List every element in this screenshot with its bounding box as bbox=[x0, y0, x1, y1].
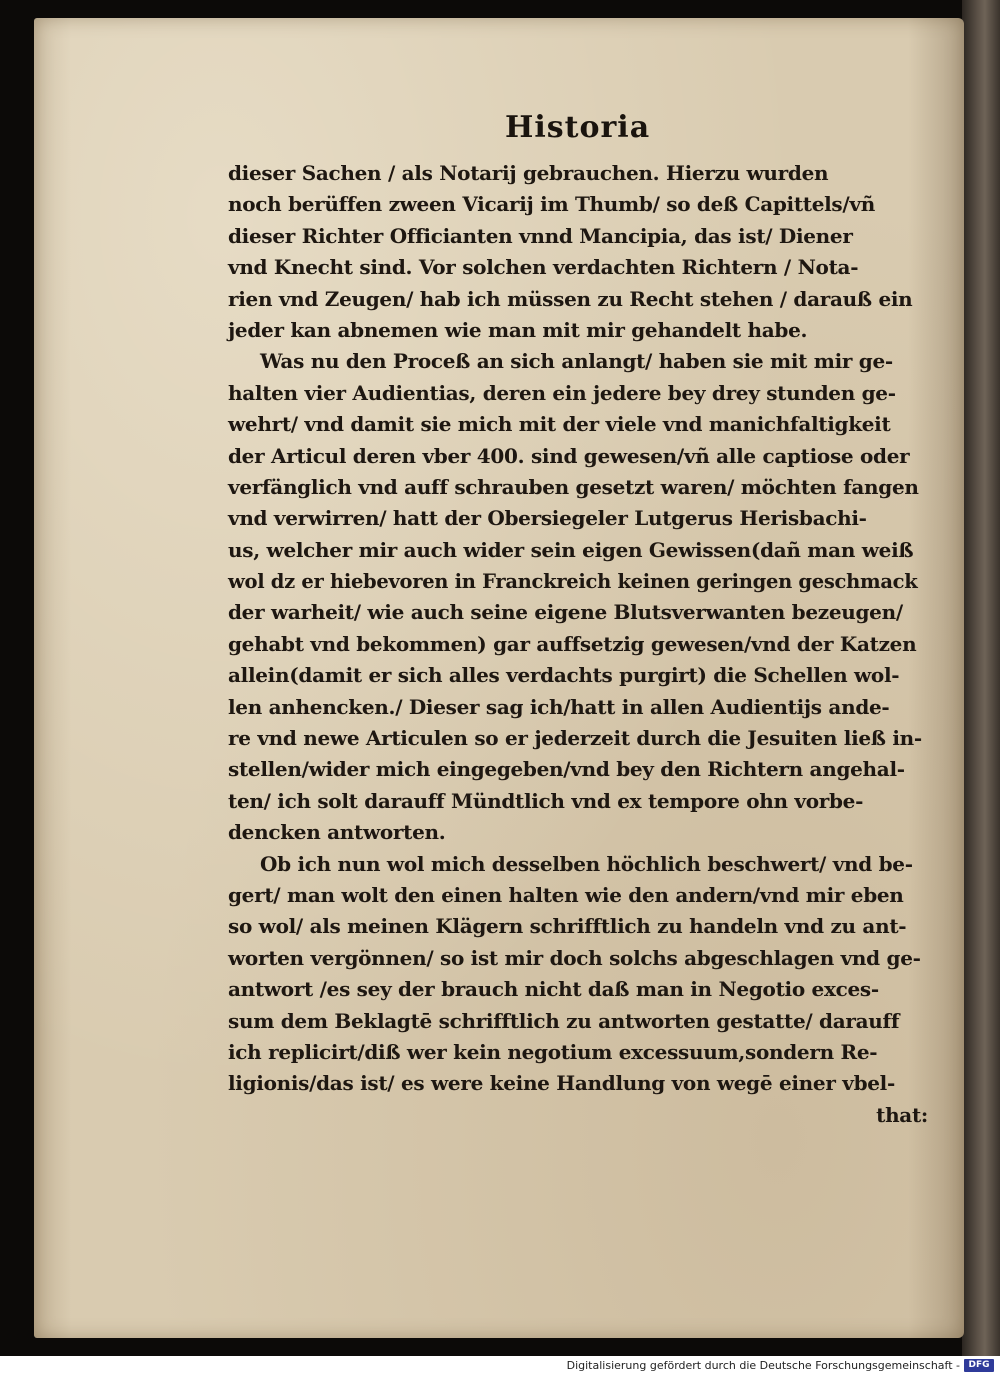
text-line: Was nu den Proceß an sich anlangt/ haben sie mit mir ge- bbox=[260, 349, 893, 374]
text-line: dencken antworten. bbox=[228, 820, 446, 845]
text-line: wol dz er hiebevoren in Franckreich keinen geringen geschmack bbox=[228, 570, 918, 594]
text-line: re vnd newe Articulen so er jederzeit durch die Jesuiten ließ in- bbox=[228, 726, 922, 751]
page-text bbox=[228, 158, 928, 1131]
text-line: stellen/wider mich eingegeben/vnd bey den Richtern angehal- bbox=[228, 757, 905, 782]
text-line: allein(damit er sich alles verdachts purgirt) die Schellen wol- bbox=[228, 663, 900, 688]
footer-bar bbox=[0, 1356, 1000, 1376]
text-line: der Articul deren vber 400. sind gewesen/vñ alle captiose oder bbox=[228, 443, 910, 468]
text-line: verfänglich vnd auff schrauben gesetzt waren/ möchten fangen bbox=[228, 474, 919, 499]
text-line: that: bbox=[876, 1102, 928, 1127]
text-line: rien vnd Zeugen/ hab ich müssen zu Recht stehen / darauß ein bbox=[228, 286, 913, 311]
text-line: len anhencken./ Dieser sag ich/hatt in allen Audientijs ande- bbox=[228, 694, 890, 719]
text-line: Ob ich nun wol mich desselben höchlich beschwert/ vnd be- bbox=[260, 851, 913, 876]
running-header: Historia bbox=[505, 110, 651, 145]
text-line: worten vergönnen/ so ist mir doch solchs abgeschlagen vnd ge- bbox=[228, 945, 921, 970]
text-line: ten/ ich solt darauff Mündtlich vnd ex tempore ohn vorbe- bbox=[228, 788, 864, 813]
text-line: der warheit/ wie auch seine eigene Blutsverwanten bezeugen/ bbox=[228, 600, 903, 625]
text-line: jeder kan abnemen wie man mit mir gehandelt habe. bbox=[228, 317, 808, 342]
text-line: dieser Sachen / als Notarij gebrauchen. Hierzu wurden bbox=[228, 161, 829, 185]
book-edge bbox=[962, 0, 1000, 1356]
text-line: us, welcher mir auch wider sein eigen Gewissen(dañ man weiß bbox=[228, 537, 914, 562]
text-line: vnd Knecht sind. Vor solchen verdachten Richtern / Nota- bbox=[228, 255, 859, 280]
text-line: ligionis/das ist/ es were keine Handlung von wegē einer vbel- bbox=[228, 1071, 895, 1096]
text-line: halten vier Audientias, deren ein jedere bey drey stunden ge- bbox=[228, 380, 896, 405]
text-line: wehrt/ vnd damit sie mich mit der viele vnd manichfaltigkeit bbox=[228, 412, 891, 437]
text-line: so wol/ als meinen Klägern schrifftlich zu handeln vnd zu ant- bbox=[228, 914, 907, 939]
dfg-logo: DFG bbox=[964, 1359, 994, 1372]
text-line: dieser Richter Officianten vnnd Mancipia, das ist/ Diener bbox=[228, 223, 853, 248]
text-line: ich replicirt/diß wer kein negotium excessuum,sondern Re- bbox=[228, 1039, 878, 1064]
text-line: noch berüffen zween Vicarij im Thumb/ so deß Capittels/vñ bbox=[228, 192, 875, 217]
funding-credit: Digitalisierung gefördert durch die Deutsche Forschungsgemeinschaft - bbox=[566, 1359, 960, 1372]
text-line: vnd verwirren/ hatt der Obersiegeler Lutgerus Herisbachi- bbox=[228, 506, 867, 531]
text-line: antwort /es sey der brauch nicht daß man in Negotio exces- bbox=[228, 977, 879, 1002]
text-line: gehabt vnd bekommen) gar auffsetzig gewesen/vnd der Katzen bbox=[228, 631, 917, 656]
text-line: gert/ man wolt den einen halten wie den andern/vnd mir eben bbox=[228, 882, 904, 907]
text-line: sum dem Beklagtē schrifftlich zu antworten gestatte/ darauff bbox=[228, 1008, 900, 1033]
